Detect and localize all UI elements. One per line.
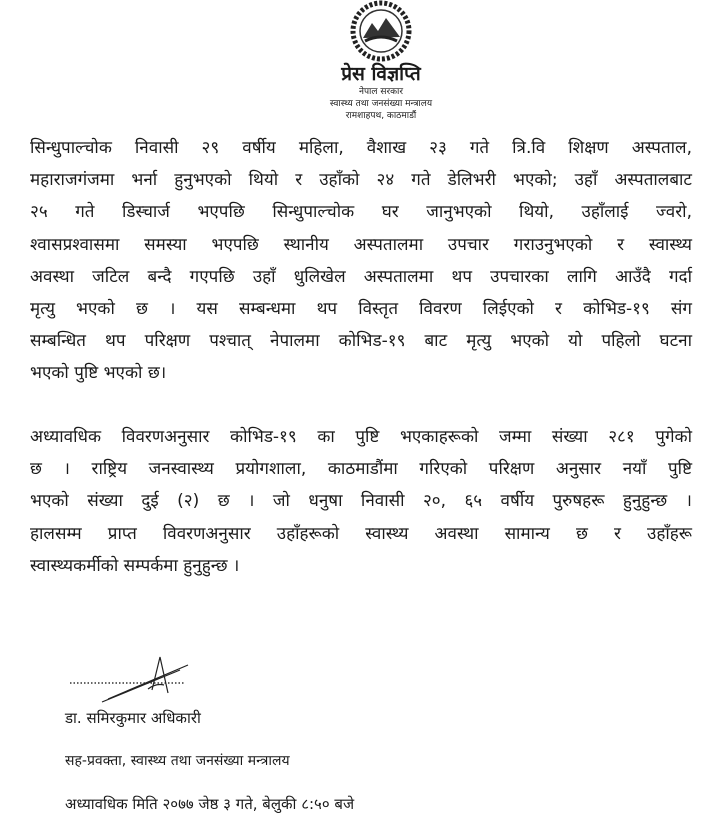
- text-line: भएको संख्या दुई (२) छ । जो धनुषा निवासी २०, ६५ वर्षीय पुरुषहरू हुनुहुन्छ ।: [30, 491, 692, 512]
- logo-line: स्वास्थ्य तथा जनसंख्या मन्त्रालय: [329, 99, 433, 109]
- updated-date: अध्यावधिक मिति २०७७ जेष्ठ ३ गते, बेलुकी ८:५० बजे: [65, 795, 355, 813]
- text-line: अध्यावधिक विवरणअनुसार कोभिड-१९ का पुष्टि भएकाहरूको जम्मा संख्या २८१ पुगेको: [30, 427, 692, 447]
- text-line: अवस्था जटिल बन्दै गएपछि उहाँ धुलिखेल अस्पतालमा थप उपचारका लागि आउँदै गर्दा: [30, 266, 692, 287]
- text-line: हालसम्म प्राप्त विवरणअनुसार उहाँहरूको स्वास्थ्य अवस्था सामान्य छ र उहाँहरू: [30, 523, 692, 544]
- text-line: भएको पुष्टि भएको छ।: [30, 363, 167, 384]
- signatory-name: डा. समिरकुमार अधिकारी: [65, 709, 201, 727]
- paragraph-first-death: [30, 132, 692, 390]
- text-line: श्वासप्रश्वासमा समस्या भएपछि स्थानीय अस्पतालमा उपचार गराउनुभएको र स्वास्थ्य: [30, 234, 692, 255]
- text-line: सम्बन्धित थप परिक्षण पश्चात् नेपालमा कोभिड-१९ बाट मृत्यु भएको यो पहिलो घटना: [30, 331, 692, 352]
- text-line: स्वास्थ्यकर्मीको सम्पर्कमा हुनुहुन्छ ।: [30, 555, 240, 576]
- paragraph-case-update: [30, 421, 692, 582]
- text-line: २५ गते डिस्चार्ज भएपछि सिन्धुपाल्चोक घर जानुभएको थियो, उहाँलाई ज्वरो,: [30, 202, 692, 223]
- logo-line: नेपाल सरकार: [358, 87, 404, 97]
- signatory-title: सह-प्रवक्ता, स्वास्थ्य तथा जनसंख्या मन्त्रालय: [65, 753, 290, 769]
- signature: [60, 655, 220, 705]
- text-line: मृत्यु भएको छ । यस सम्बन्धमा थप विस्तृत विवरण लिईएको र कोभिड-१९ संग: [30, 298, 692, 319]
- logo-line: रामशाहपथ, काठमाडौं: [345, 111, 417, 121]
- text-line: सिन्धुपाल्चोक निवासी २९ वर्षीय महिला, वैशाख २३ गते त्रि.वि शिक्षण अस्पताल,: [30, 138, 692, 158]
- emblem-icon: [349, 0, 413, 62]
- text-line: महाराजगंजमा भर्ना हुनुभएको थियो र उहाँको २४ गते डेलिभरी भएको; उहाँ अस्पतालबाट: [30, 170, 692, 191]
- text-line: छ । राष्ट्रिय जनस्वास्थ्य प्रयोगशाला, काठमाडौंमा गरिएको परिक्षण अनुसार नयाँ पुष्टि: [30, 459, 692, 480]
- ministry-logo: [286, 0, 476, 122]
- logo-title: प्रेस विज्ञप्ति: [341, 63, 421, 85]
